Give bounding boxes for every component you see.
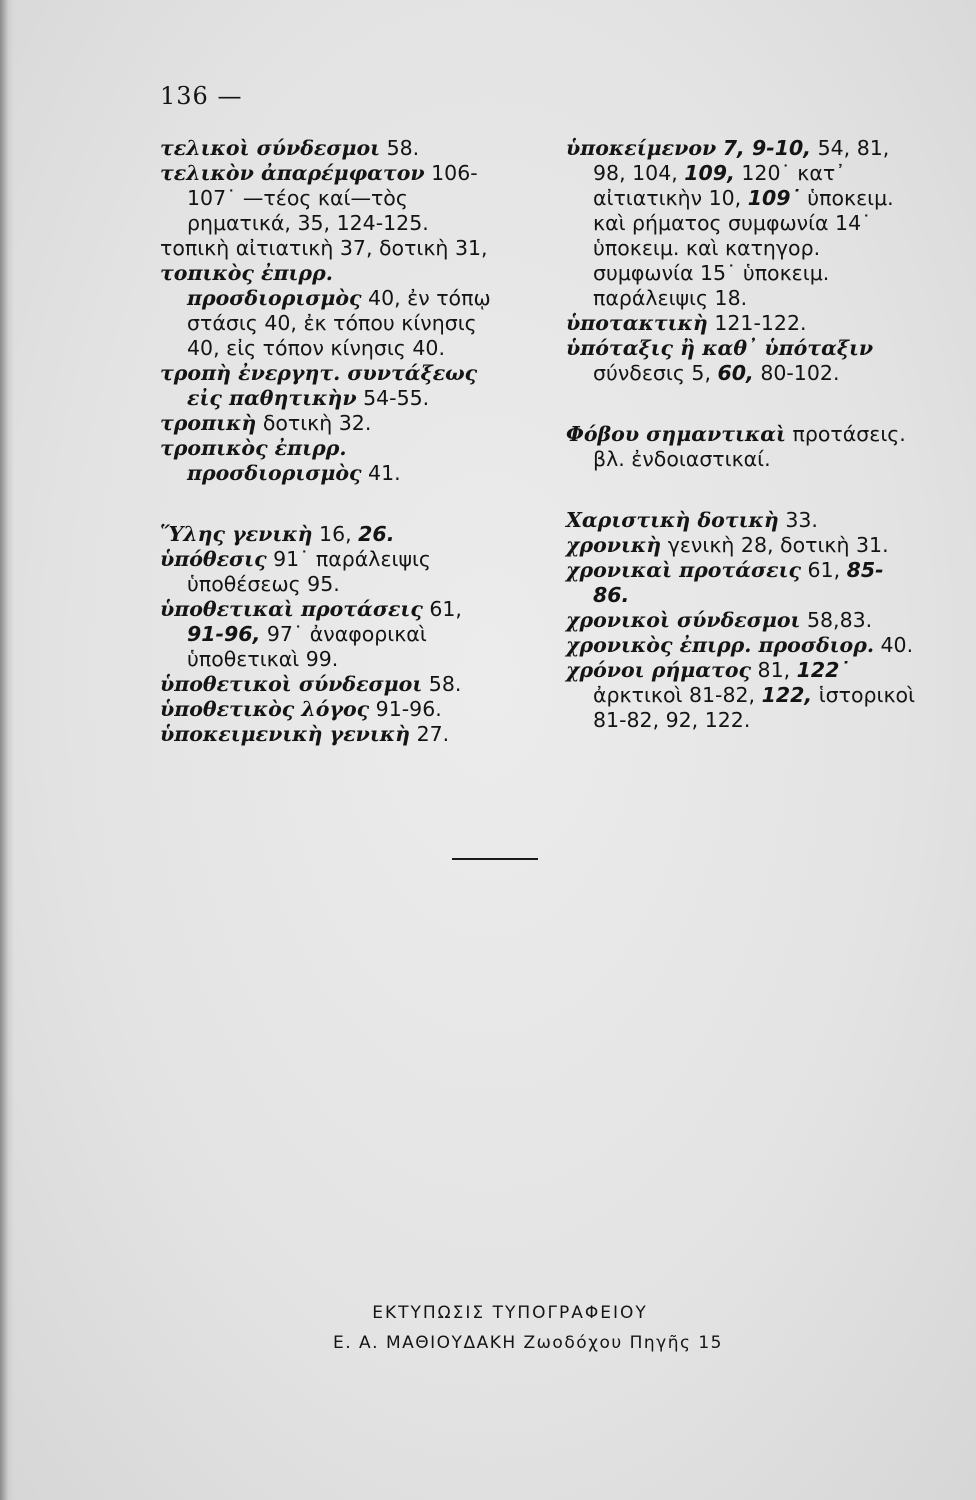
entry-text: 40. <box>873 633 914 657</box>
entry-heading: ὑπόθεσις <box>160 547 267 571</box>
index-column-right <box>566 136 916 733</box>
entry-heading: ὑποκείμενον <box>566 136 717 160</box>
entry-heading: τροπικὸς ἐπιρρ. προσδιορισμὸς <box>160 436 362 485</box>
section-gap <box>566 386 916 422</box>
entry-bold-ref: 109˙ <box>747 186 801 210</box>
index-entry <box>160 522 505 547</box>
entry-heading: Ὕλης γενικὴ <box>160 522 313 546</box>
index-entry <box>566 508 916 533</box>
entry-text: 58. <box>380 136 420 160</box>
entry-text: γενικὴ 28, δοτικὴ 31. <box>661 533 889 557</box>
entry-text: 80-102. <box>753 361 840 385</box>
entry-text: 33. <box>778 508 818 532</box>
entry-text: 40, ἐν τόπῳ στάσις 40, ἐκ τόπου κίνησις 40, εἰς τόπον κίνησις 40. <box>187 286 491 360</box>
entry-bold-ref: 91-96, <box>187 622 261 646</box>
index-entry <box>160 436 505 486</box>
index-entry <box>160 722 505 747</box>
entry-heading: χρονικὴ <box>566 533 662 557</box>
index-entry <box>160 361 505 411</box>
entry-bold-ref: 7, 9-10, <box>722 136 812 160</box>
entry-text: ὑποκειμ. καὶ ρήματος συμφωνία 14˙ ὑποκειμ. καὶ κατηγορ. συμφωνία 15˙ ὑποκειμ. παράλειψις 18. <box>593 186 894 310</box>
entry-text: ἱστορικοὶ 81-82, 92, 122. <box>593 683 916 732</box>
entry-text: 81, <box>751 658 797 682</box>
section-gap <box>566 472 916 508</box>
entry-text: 120˙ κατ᾽ αἰτιατικὴν 10, <box>593 161 846 210</box>
entry-heading: τελικοὶ σύνδεσμοι <box>160 136 381 160</box>
entry-heading: ὑποθετικὸς λόγος <box>160 697 370 721</box>
entry-heading: ὑποθετικοὶ σύνδεσμοι <box>160 672 423 696</box>
entry-heading: ὑποτακτικὴ <box>566 311 708 335</box>
entry-text: σύνδεσις 5, <box>593 361 718 385</box>
entry-text: προτάσεις. βλ. ἐνδοιαστικαί. <box>593 422 906 471</box>
index-entry <box>566 658 916 733</box>
entry-text: 106-107˙ —τέος καί—τὸς ρηματικά, 35, 124-125. <box>187 161 478 235</box>
index-entry <box>160 672 505 697</box>
entry-text: 97˙ ἀναφορικαὶ ὑποθετικαὶ 99. <box>187 622 427 671</box>
section-gap <box>160 486 505 522</box>
entry-heading: Χαριστικὴ δοτικὴ <box>566 508 779 532</box>
index-entry <box>566 336 916 386</box>
index-entry <box>160 697 505 722</box>
entry-bold-ref: 122˙ <box>796 658 850 682</box>
printer-line: ΕΚΤΥΠΩΣΙΣ ΤΥΠΟΓΡΑΦΕΙΟΥ <box>372 1303 648 1323</box>
index-entry <box>566 311 916 336</box>
entry-heading: χρονικοὶ σύνδεσμοι <box>566 608 801 632</box>
entry-bold-ref: 109, <box>684 161 735 185</box>
index-entry <box>160 161 505 236</box>
entry-text: δοτικὴ 32. <box>256 411 372 435</box>
printer-address: Ε. Α. ΜΑΘΙΟΥΔΑΚΗ Ζωοδόχου Πηγῆς 15 <box>333 1333 723 1353</box>
entry-text: 91-96. <box>369 697 442 721</box>
entry-text: 16, <box>312 522 359 546</box>
entry-heading: χρονικὸς ἐπιρρ. προσδιορ. <box>566 633 874 657</box>
entry-heading: ὑποκειμενικὴ γενικὴ <box>160 722 411 746</box>
entry-heading: Φόβου σημαντικαὶ <box>566 422 786 446</box>
entry-text: τοπικὴ αἰτιατικὴ 37, δοτικὴ 31, <box>160 236 488 260</box>
entry-heading: τροπὴ ἐνεργητ. συντάξεως εἰς παθητικὴν <box>160 361 478 410</box>
index-entry <box>566 422 916 472</box>
entry-heading: τοπικὸς ἐπιρρ. προσδιορισμὸς <box>160 261 362 310</box>
closing-rule <box>452 858 538 860</box>
entry-text: 27. <box>410 722 450 746</box>
entry-text: 41. <box>361 461 401 485</box>
entry-heading: χρονικαὶ προτάσεις <box>566 558 801 582</box>
entry-text: 58,83. <box>800 608 873 632</box>
index-entry <box>566 633 916 658</box>
entry-bold-ref: 122, <box>761 683 813 707</box>
entry-heading: ὑποθετικαὶ προτάσεις <box>160 597 423 621</box>
entry-bold-ref: 60, <box>717 361 754 385</box>
entry-heading: τελικὸν ἀπαρέμφατον <box>160 161 425 185</box>
page-number: 136 — <box>160 82 243 110</box>
entry-text: 54, 81, 98, 104, <box>593 136 890 185</box>
entry-text: 61, <box>801 558 847 582</box>
index-entry <box>160 236 505 261</box>
entry-bold-ref: 26. <box>358 522 395 546</box>
entry-bold-ref: 85-86. <box>593 558 884 607</box>
index-column-left <box>160 136 505 747</box>
entry-text: 91˙ παράλειψις ὑποθέσεως 95. <box>187 547 431 596</box>
entry-heading: χρόνοι ρήματος <box>566 658 752 682</box>
index-entry <box>566 558 916 608</box>
entry-text: ἀρκτικοὶ 81-82, <box>593 683 762 707</box>
index-entry <box>160 597 505 672</box>
index-entry <box>160 261 505 361</box>
page-binding-shadow <box>0 0 14 1500</box>
index-entry <box>160 136 505 161</box>
index-entry <box>160 547 505 597</box>
index-entry <box>160 411 505 436</box>
index-entry <box>566 608 916 633</box>
index-entry <box>566 533 916 558</box>
entry-text: 54-55. <box>356 386 430 410</box>
entry-heading: ὑπόταξις ἢ καθ᾽ ὑπόταξιν <box>566 336 874 360</box>
entry-text: 58. <box>422 672 462 696</box>
entry-heading: τροπικὴ <box>160 411 257 435</box>
index-entry <box>566 136 916 311</box>
entry-text: 61, <box>422 597 462 621</box>
entry-text: 121-122. <box>707 311 807 335</box>
